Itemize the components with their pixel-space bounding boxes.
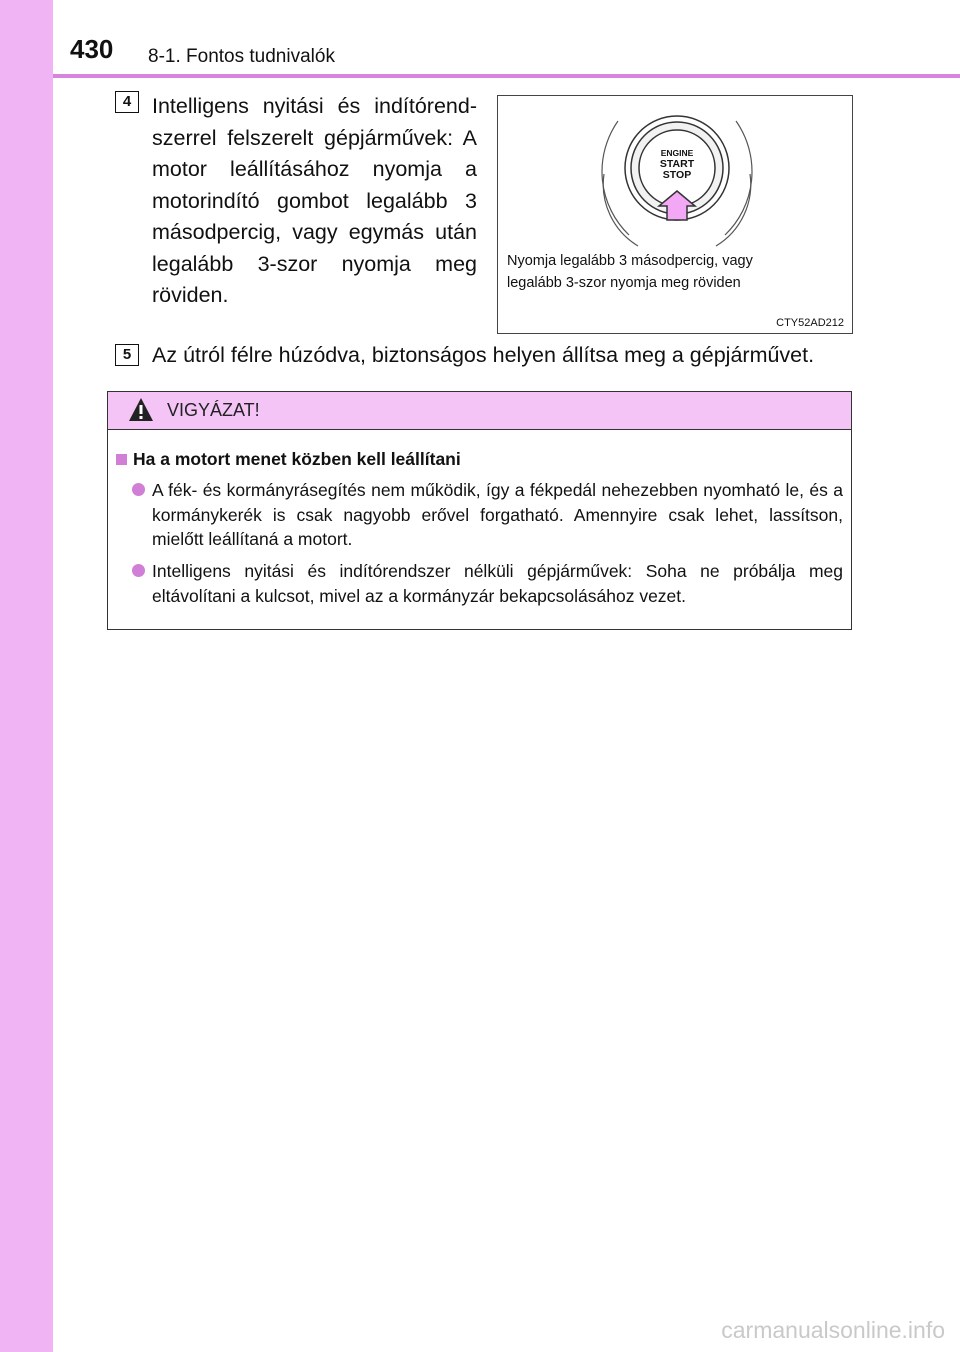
engine-start-stop-illustration bbox=[498, 96, 852, 333]
figure-caption bbox=[507, 250, 837, 294]
step-number-4: 4 bbox=[115, 91, 139, 113]
caution-subheading-text: Ha a motort menet közben kell leállítani bbox=[133, 449, 461, 469]
caution-item-2-text: Intelligens nyitási és indítórendszer nélküli gépjárművek: Soha ne próbálja meg eltávolítani a kulcsot, mivel az a kormányzár bekapcsolásához vezet. bbox=[152, 561, 843, 606]
watermark: carmanualsonline.info bbox=[721, 1317, 945, 1343]
step-4-text: Intelligens nyitási és indítórend-szerrel felszerelt gépjárművek: A motor leállításához nyomja a motorindító gombot legalább 3 másodpercig, vagy egymás után legalább 3-szor nyomja meg röviden. bbox=[152, 94, 477, 307]
engine-button-figure bbox=[497, 95, 853, 334]
warning-triangle-icon bbox=[128, 397, 154, 422]
caution-subheading bbox=[116, 449, 461, 470]
figure-caption-line-2: legalább 3-szor nyomja meg röviden bbox=[507, 275, 741, 291]
round-bullet-icon bbox=[132, 564, 145, 577]
caution-header bbox=[108, 392, 851, 430]
figure-caption-line-1: Nyomja legalább 3 másodpercig, vagy bbox=[507, 253, 753, 269]
figure-code: CTY52AD212 bbox=[776, 317, 844, 329]
button-label-stop: STOP bbox=[662, 169, 692, 181]
page-number: 430 bbox=[70, 34, 114, 64]
side-band bbox=[0, 0, 53, 1352]
step-number-5: 5 bbox=[115, 344, 139, 366]
caution-box bbox=[107, 391, 852, 630]
caution-item-1-text: A fék- és kormányrásegítés nem működik, így a fékpedál nehezebben nyomható le, és a kormánykerék is csak nagyobb erővel forgatható. Amennyire csak lehet, lassítson, mielőtt leállítaná a motort. bbox=[152, 480, 843, 549]
round-bullet-icon bbox=[132, 483, 145, 496]
button-label-start: START bbox=[659, 158, 695, 170]
header-rule bbox=[53, 74, 960, 78]
section-title: 8-1. Fontos tudnivalók bbox=[148, 46, 335, 67]
button-label-engine: ENGINE bbox=[660, 148, 694, 158]
caution-title: VIGYÁZAT! bbox=[167, 400, 260, 420]
square-bullet-icon bbox=[116, 454, 127, 465]
button-label bbox=[653, 148, 701, 181]
caution-item-2 bbox=[132, 559, 843, 608]
caution-item-1 bbox=[132, 478, 843, 552]
step-5-text: Az útról félre húzódva, biztonságos helyen állítsa meg a gépjárművet. bbox=[152, 343, 815, 367]
